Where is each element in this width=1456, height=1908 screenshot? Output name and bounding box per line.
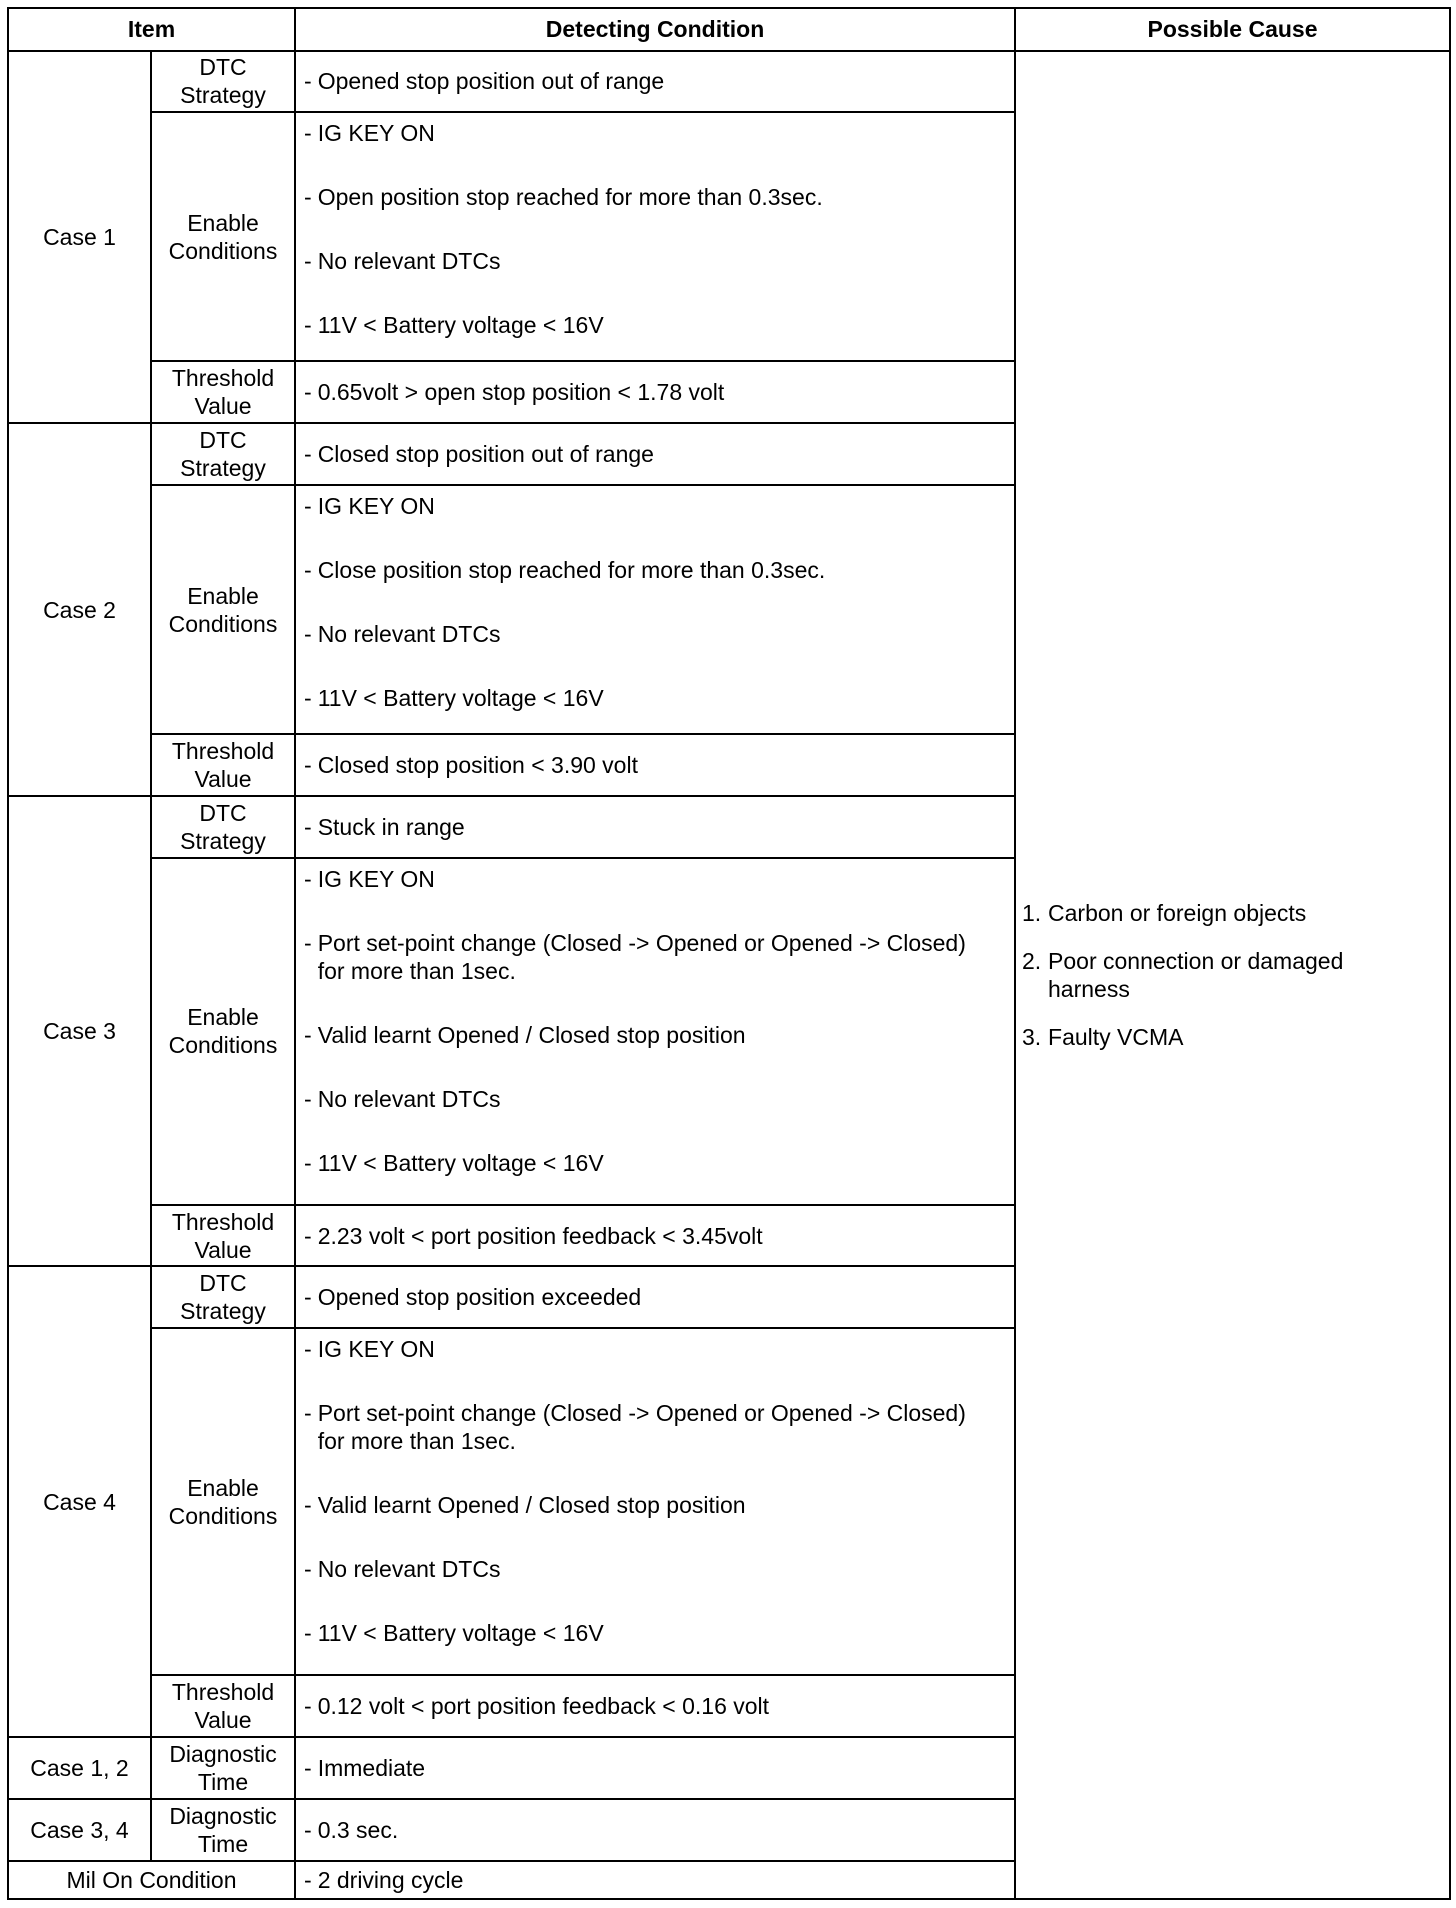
condition-text-line: 11V < Battery voltage < 16V — [317, 684, 604, 711]
condition-text: Closed stop position < 3.90 volt — [317, 751, 638, 778]
dtc-table — [7, 7, 1451, 1900]
bullet-dash: - — [304, 1021, 312, 1048]
condition-line — [304, 1692, 1000, 1720]
bullet-dash: - — [304, 684, 312, 711]
dtc-strategy-value — [295, 51, 1015, 113]
bullet-dash: - — [304, 1492, 312, 1519]
bullet-dash: - — [304, 312, 312, 339]
condition-text-line: 11V < Battery voltage < 16V — [317, 1620, 604, 1647]
diagnostic-time-value — [295, 1799, 1015, 1861]
condition-line — [304, 1816, 1000, 1844]
bullet-dash: - — [304, 1620, 312, 1647]
condition-text — [318, 684, 1000, 712]
dtc-strategy-label: DTC Strategy — [151, 51, 295, 113]
threshold-value — [295, 734, 1015, 796]
header-row — [8, 8, 1450, 51]
bullet-dash: - — [304, 1284, 312, 1311]
list-item — [304, 119, 1000, 147]
condition-line — [304, 751, 1000, 779]
list-item — [304, 247, 1000, 275]
diagnostic-time-value — [295, 1737, 1015, 1799]
cause-text — [1048, 899, 1439, 927]
mil-on-value — [295, 1861, 1015, 1899]
bullet-dash: - — [304, 865, 312, 892]
possible-cause-cell — [1015, 51, 1450, 1899]
bullet-dash: - — [304, 1222, 312, 1249]
enable-conditions-value — [295, 485, 1015, 734]
condition-text-line: 11V < Battery voltage < 16V — [317, 1149, 604, 1176]
list-item — [304, 556, 1000, 584]
condition-text — [318, 1085, 1000, 1113]
condition-text — [318, 311, 1000, 339]
list-item — [304, 1085, 1000, 1113]
bullet-dash: - — [304, 1149, 312, 1176]
bullet-dash: - — [304, 1754, 312, 1781]
condition-line — [304, 67, 1000, 95]
bullet-dash: - — [304, 620, 312, 647]
case-label: Case 2 — [8, 423, 151, 796]
case-label: Case 3 — [8, 796, 151, 1267]
bullet-dash: - — [304, 1400, 312, 1427]
condition-text: 2 driving cycle — [317, 1866, 464, 1893]
bullet-dash: - — [304, 248, 312, 275]
cause-text — [1048, 1023, 1439, 1051]
threshold-value — [295, 1205, 1015, 1267]
condition-text-line: Port set-point change (Closed -> Opened or Opened -> Closed) — [317, 929, 966, 956]
condition-text-line: Valid learnt Opened / Closed stop position — [317, 1492, 746, 1519]
list-item — [304, 929, 1000, 985]
list-item — [1022, 947, 1439, 1003]
bullet-dash: - — [304, 751, 312, 778]
condition-text-line: No relevant DTCs — [317, 1556, 501, 1583]
mil-on-label: Mil On Condition — [8, 1861, 295, 1899]
threshold-value-label: Threshold Value — [151, 734, 295, 796]
condition-text-line: for more than 1sec. — [317, 957, 516, 984]
condition-line — [304, 440, 1000, 468]
bullet-dash: - — [304, 929, 312, 956]
list-item — [304, 1491, 1000, 1519]
condition-text-line: Port set-point change (Closed -> Opened or Opened -> Closed) — [317, 1400, 966, 1427]
table-body — [8, 8, 1450, 1899]
header-item: Item — [8, 8, 295, 51]
case-label: Case 4 — [8, 1266, 151, 1737]
list-item — [304, 492, 1000, 520]
condition-text — [318, 1021, 1000, 1049]
bullet-dash: - — [304, 813, 312, 840]
list-item — [1022, 899, 1439, 927]
condition-text — [318, 183, 1000, 211]
condition-text — [318, 247, 1000, 275]
diagnostic-time-label: Diagnostic Time — [151, 1799, 295, 1861]
condition-text-line: for more than 1sec. — [317, 1428, 516, 1455]
bullet-dash: - — [304, 1866, 312, 1893]
condition-text — [318, 865, 1000, 893]
list-item — [304, 1021, 1000, 1049]
bullet-dash: - — [304, 556, 312, 583]
condition-text: Immediate — [317, 1754, 426, 1781]
condition-line — [304, 378, 1000, 406]
bullet-dash: - — [304, 1085, 312, 1112]
bullet-dash: - — [304, 441, 312, 468]
list-item — [304, 684, 1000, 712]
condition-text-line: IG KEY ON — [317, 120, 435, 147]
cause-text-line: Poor connection or damaged — [1048, 947, 1344, 974]
condition-text — [318, 1619, 1000, 1647]
bullet-dash: - — [304, 184, 312, 211]
threshold-value — [295, 361, 1015, 423]
bullet-dash: - — [304, 1816, 312, 1843]
list-item — [304, 620, 1000, 648]
bullet-dash: - — [304, 492, 312, 519]
cause-text — [1048, 947, 1439, 1003]
cause-text-line: harness — [1048, 975, 1130, 1002]
list-item — [304, 183, 1000, 211]
condition-line — [304, 1866, 1000, 1894]
condition-text — [318, 620, 1000, 648]
dtc-strategy-label: DTC Strategy — [151, 796, 295, 858]
condition-line — [304, 813, 1000, 841]
threshold-value-label: Threshold Value — [151, 1675, 295, 1737]
list-item — [304, 1335, 1000, 1363]
header-possible-cause: Possible Cause — [1015, 8, 1450, 51]
threshold-value-label: Threshold Value — [151, 1205, 295, 1267]
condition-text: Stuck in range — [317, 813, 465, 840]
cause-number: 1. — [1022, 899, 1042, 926]
dtc-strategy-value — [295, 423, 1015, 485]
list-item — [304, 865, 1000, 893]
condition-text-line: IG KEY ON — [317, 865, 435, 892]
condition-text: Opened stop position exceeded — [317, 1284, 642, 1311]
condition-text: Closed stop position out of range — [317, 441, 654, 468]
bullet-dash: - — [304, 379, 312, 406]
enable-conditions-value — [295, 1328, 1015, 1675]
condition-text — [318, 1555, 1000, 1583]
condition-text-line: IG KEY ON — [317, 492, 435, 519]
dtc-strategy-value — [295, 796, 1015, 858]
case-label: Case 1 — [8, 51, 151, 424]
bullet-dash: - — [304, 1336, 312, 1363]
enable-conditions-value — [295, 858, 1015, 1205]
condition-text — [318, 556, 1000, 584]
condition-text: 0.12 volt < port position feedback < 0.16 volt — [317, 1693, 770, 1720]
threshold-value — [295, 1675, 1015, 1737]
condition-text-line: IG KEY ON — [317, 1336, 435, 1363]
case-label: Case 1, 2 — [8, 1737, 151, 1799]
condition-text-line: No relevant DTCs — [317, 248, 501, 275]
condition-text — [318, 929, 1000, 985]
list-item — [304, 1619, 1000, 1647]
list-item — [304, 311, 1000, 339]
case-label: Case 3, 4 — [8, 1799, 151, 1861]
condition-text — [318, 492, 1000, 520]
bullet-dash: - — [304, 120, 312, 147]
condition-text — [318, 119, 1000, 147]
enable-conditions-label: Enable Conditions — [151, 485, 295, 734]
bullet-dash: - — [304, 1556, 312, 1583]
dtc-strategy-label: DTC Strategy — [151, 1266, 295, 1328]
condition-text — [318, 1149, 1000, 1177]
case-row-strategy — [8, 51, 1450, 113]
condition-text: 0.65volt > open stop position < 1.78 volt — [317, 379, 725, 406]
list-item — [1022, 1023, 1439, 1051]
list-item — [304, 1555, 1000, 1583]
condition-text — [318, 1399, 1000, 1455]
list-item — [304, 1149, 1000, 1177]
cause-text-line: Carbon or foreign objects — [1048, 899, 1307, 926]
dtc-strategy-label: DTC Strategy — [151, 423, 295, 485]
header-detecting-condition: Detecting Condition — [295, 8, 1015, 51]
condition-text: 0.3 sec. — [317, 1816, 399, 1843]
enable-conditions-label: Enable Conditions — [151, 858, 295, 1205]
condition-text — [318, 1491, 1000, 1519]
condition-text-line: Valid learnt Opened / Closed stop position — [317, 1021, 746, 1048]
cause-number: 2. — [1022, 947, 1042, 974]
condition-text: 2.23 volt < port position feedback < 3.45volt — [317, 1222, 763, 1249]
enable-conditions-label: Enable Conditions — [151, 112, 295, 361]
condition-text — [318, 1335, 1000, 1363]
condition-line — [304, 1283, 1000, 1311]
condition-text-line: No relevant DTCs — [317, 620, 501, 647]
threshold-value-label: Threshold Value — [151, 361, 295, 423]
dtc-strategy-value — [295, 1266, 1015, 1328]
bullet-dash: - — [304, 68, 312, 95]
enable-conditions-value — [295, 112, 1015, 361]
condition-text: Opened stop position out of range — [317, 68, 665, 95]
cause-text-line: Faulty VCMA — [1048, 1023, 1184, 1050]
bullet-dash: - — [304, 1693, 312, 1720]
condition-text-line: 11V < Battery voltage < 16V — [317, 312, 604, 339]
condition-text-line: No relevant DTCs — [317, 1085, 501, 1112]
enable-conditions-label: Enable Conditions — [151, 1328, 295, 1675]
condition-line — [304, 1222, 1000, 1250]
cause-number: 3. — [1022, 1023, 1042, 1050]
list-item — [304, 1399, 1000, 1455]
condition-text-line: Open position stop reached for more than 0.3sec. — [317, 184, 823, 211]
condition-text-line: Close position stop reached for more than 0.3sec. — [317, 556, 826, 583]
diagnostic-time-label: Diagnostic Time — [151, 1737, 295, 1799]
condition-line — [304, 1754, 1000, 1782]
